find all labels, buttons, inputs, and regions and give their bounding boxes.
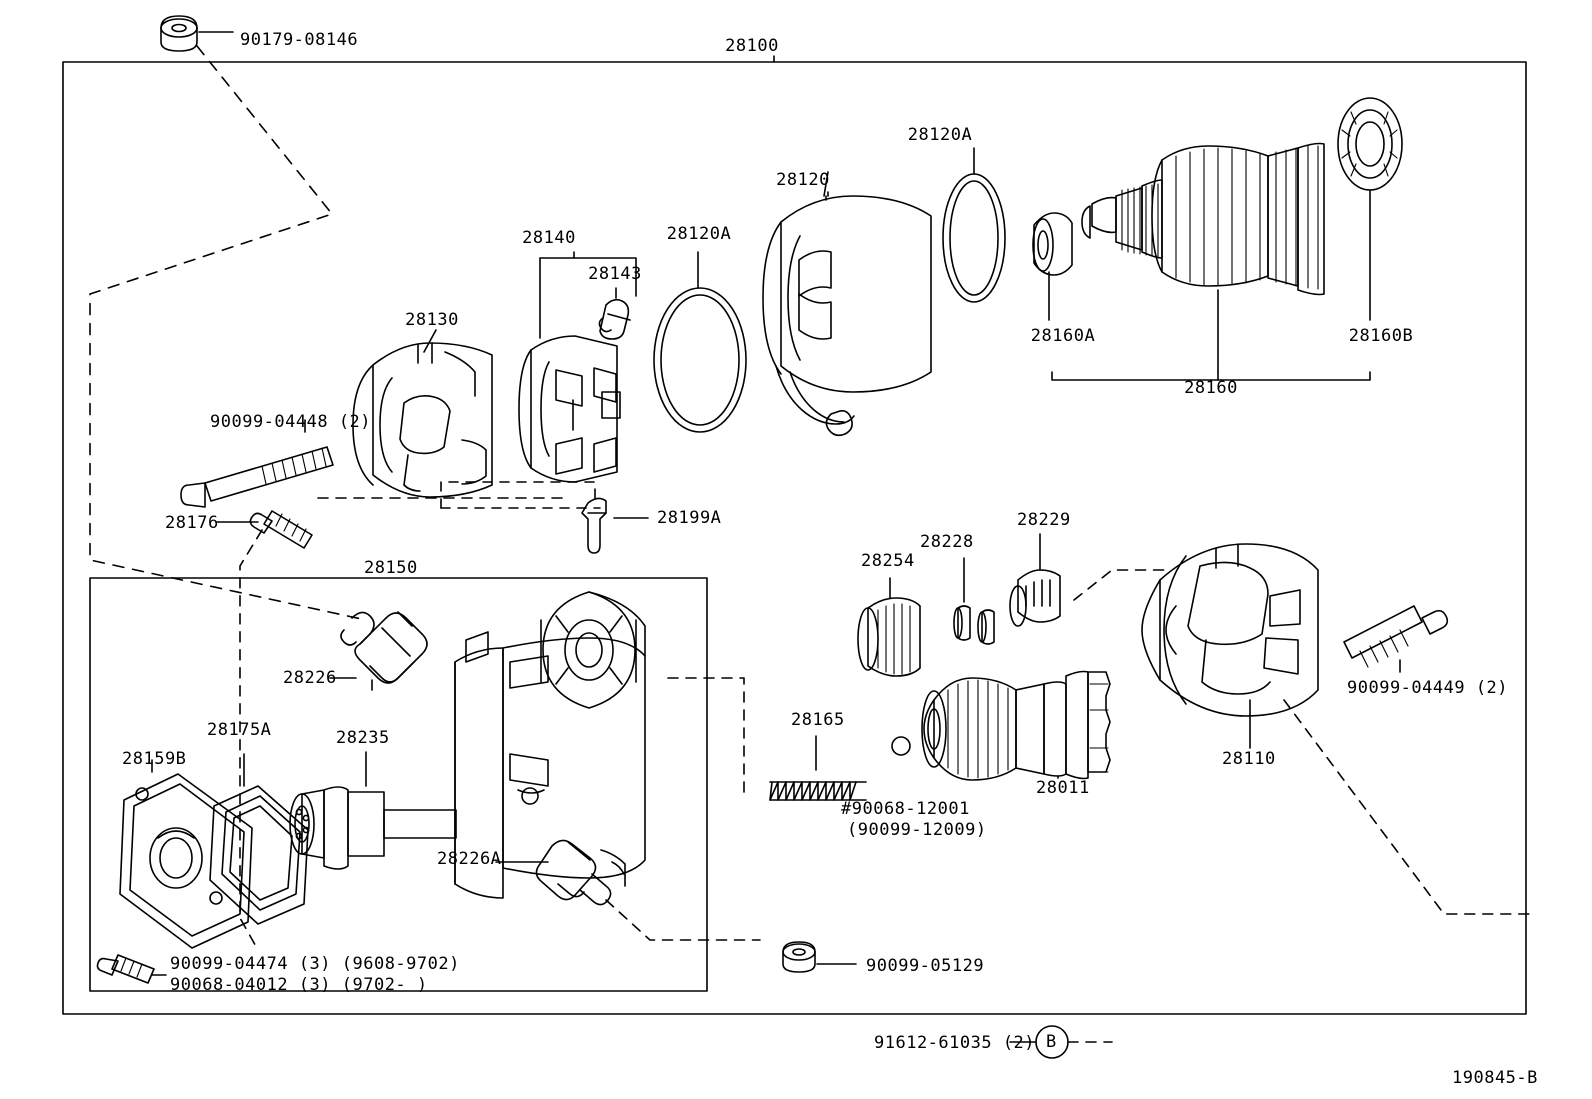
label-90068-04012: 90068-04012 (3) (9702- ) [170, 975, 428, 995]
label-28011: 28011 [1036, 778, 1090, 798]
label-90099-12009: (90099-12009) [847, 820, 987, 840]
part-28228 [954, 558, 994, 644]
label-28226: 28226 [283, 668, 337, 688]
part-28226 [330, 612, 427, 690]
part-28199A [582, 498, 648, 553]
label-28160A: 28160A [1030, 326, 1096, 346]
label-28100: 28100 [725, 36, 779, 56]
label-90099-05129: 90099-05129 [866, 956, 985, 976]
dashed-leader-5 [666, 678, 744, 792]
part-28165 [770, 736, 866, 800]
label-28140: 28140 [522, 228, 576, 248]
label-28160B: 28160B [1348, 326, 1414, 346]
part-28175A [210, 754, 308, 924]
part-28159B [120, 760, 252, 948]
label-28175A: 28175A [207, 720, 272, 740]
dashed-leader-6 [1284, 700, 1530, 914]
part-28120 [763, 172, 931, 435]
label-28143: 28143 [588, 264, 642, 284]
label-28160: 28160 [1184, 378, 1238, 398]
part-28226A [496, 840, 611, 904]
part-28229 [1010, 534, 1060, 626]
part-90099-04448 [181, 420, 333, 507]
label-28130: 28130 [405, 310, 459, 330]
label-28120A-top: 28120A [907, 125, 973, 145]
part-28235 [290, 752, 456, 869]
label-28176: 28176 [165, 513, 219, 533]
part-90099-04474 [98, 955, 167, 983]
label-28228: 28228 [920, 532, 974, 552]
dashed-leader-1 [90, 46, 366, 620]
part-28254 [858, 578, 920, 676]
frame-28100 [63, 62, 1526, 1014]
dashed-box-28140 [441, 482, 600, 508]
part-28176 [216, 511, 312, 548]
dashed-leader-3 [606, 900, 760, 940]
part-90099-05129 [783, 942, 856, 972]
part-28120A-top [943, 148, 1005, 302]
label-28199A: 28199A [657, 508, 722, 528]
label-28110: 28110 [1222, 749, 1276, 769]
label-28120A-mid: 28120A [666, 224, 732, 244]
label-90068-12001: #90068-12001 [841, 799, 970, 819]
part-28160 [1052, 144, 1370, 381]
label-28150: 28150 [364, 558, 418, 578]
label-28165: 28165 [791, 710, 845, 730]
part-28011 [922, 672, 1110, 781]
label-28254: 28254 [861, 551, 915, 571]
part-28160A [1033, 213, 1072, 320]
part-28120A-mid [654, 252, 746, 432]
label-90099-04474: 90099-04474 (3) (9608-9702) [170, 954, 460, 974]
label-90099-04449: 90099-04449 (2) [1347, 678, 1509, 698]
sheet-code: 190845-B [1452, 1068, 1538, 1088]
bottom-note: 91612-61035 (2) [874, 1033, 1036, 1053]
part-28143 [599, 288, 630, 339]
label-28235: 28235 [336, 728, 390, 748]
part-28160B [1338, 98, 1402, 320]
label-28226A: 28226A [437, 849, 502, 869]
part-28140 [519, 252, 636, 482]
part-90099-04449 [1344, 606, 1447, 672]
label-90099-04448: 90099-04448 (2) [210, 412, 372, 432]
label-28120: 28120 [776, 170, 830, 190]
callout-label-B: B [1046, 1032, 1057, 1052]
part-90068-12001 [892, 737, 910, 755]
label-28159B: 28159B [122, 749, 187, 769]
label-28229: 28229 [1017, 510, 1071, 530]
part-28110 [1142, 544, 1318, 748]
part-28130 [353, 330, 492, 497]
label-90179-08146: 90179-08146 [240, 30, 359, 50]
